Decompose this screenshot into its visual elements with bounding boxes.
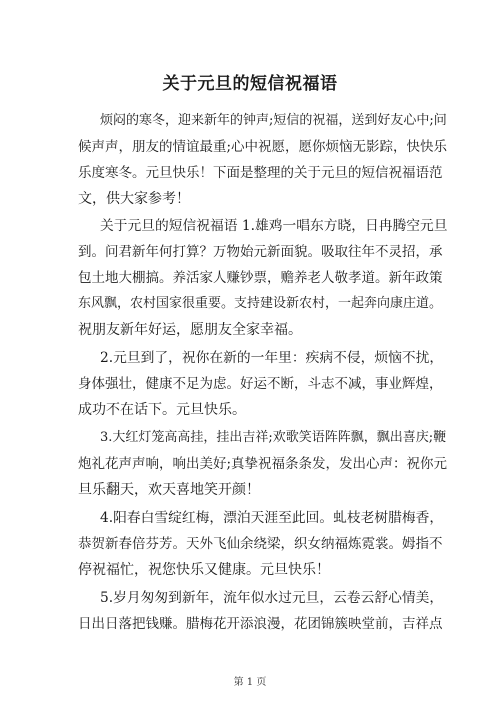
body-line: 旦乐翻天，欢天喜地笑开颜！ [78, 482, 260, 498]
document-title: 关于元旦的短信祝福语 [162, 74, 338, 94]
body-line: 祝朋友新年好运，愿朋友全家幸福。 [78, 322, 302, 338]
body-line: 5.岁月匆匆到新年，流年似水过元旦，云卷云舒心情美， [100, 590, 444, 606]
body-line: 包土地大棚搞。养活家人赚钞票，赡养老人敬孝道。新年政策 [78, 270, 443, 286]
body-line: 4.阳春白雪绽红梅，漂泊天涯至此回。虬枝老树腊梅香， [100, 510, 444, 526]
body-line: 烦闷的寒冬，迎来新年的钟声;短信的祝福，送到好友心中;问 [100, 113, 447, 128]
body-line: 候声声，朋友的情谊最重;心中祝愿，愿你烦恼无影踪，快快乐 [78, 139, 448, 155]
body-line: 身体强壮，健康不足为虑。好运不断，斗志不减，事业辉煌， [78, 376, 443, 392]
body-line: 到。问君新年何打算？万物始元新面貌。吸取往年不灵招，承 [78, 244, 443, 260]
body-line: 成功不在话下。元旦快乐。 [78, 402, 246, 418]
body-line: 2.元旦到了，祝你在新的一年里：疾病不侵，烦恼不扰， [100, 350, 444, 366]
body-line: 文，供大家参考！ [78, 191, 190, 207]
body-line: 停祝福忙，祝您快乐又健康。元旦快乐！ [78, 562, 330, 578]
body-line: 关于元旦的短信祝福语 1.雄鸡一唱东方晓，日冉腾空元旦 [100, 218, 448, 234]
body-line: 东风飘，农村国家很重要。支持建设新农村，一起奔向康庄道。 [78, 296, 443, 311]
body-line: 乐度寒冬。元旦快乐！下面是整理的关于元旦的短信祝福语范 [78, 165, 443, 181]
page-number: 第 1 页 [233, 677, 267, 688]
body-line: 日出日落把钱赚。腊梅花开添浪漫，花团锦簇映堂前，吉祥点 [78, 616, 443, 632]
body-line: 3.大红灯笼高高挂，挂出吉祥;欢歌笑语阵阵飘，飘出喜庆;鞭 [100, 430, 447, 445]
body-line: 恭贺新春倍芬芳。天外飞仙余绕梁，织女纳福炼霓裳。姆指不 [78, 536, 443, 552]
body-line: 炮礼花声声响，响出美好;真挚祝福条条发，发出心声：祝你元 [78, 456, 448, 472]
